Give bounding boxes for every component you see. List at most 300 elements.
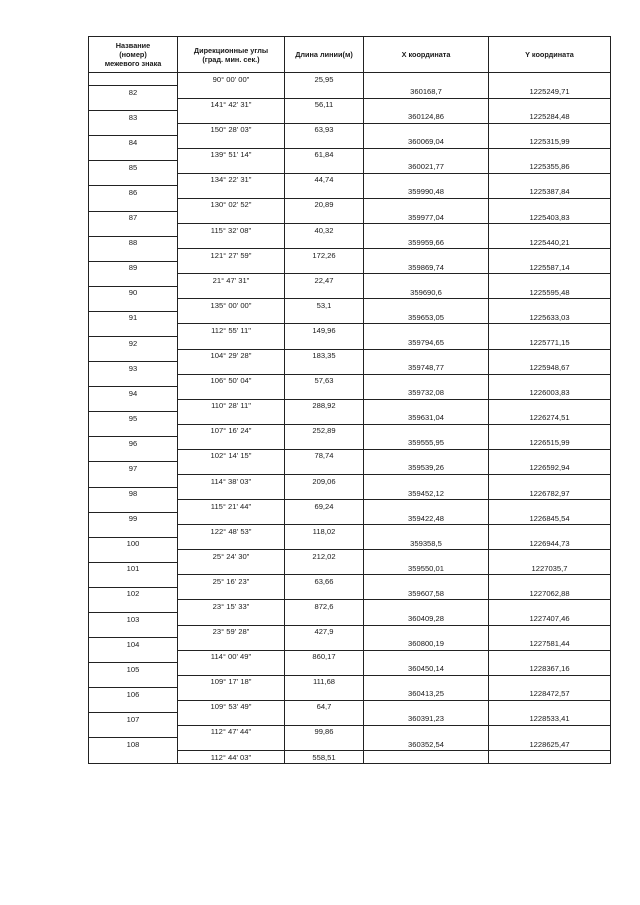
- direction-angle-cell: [178, 487, 285, 500]
- line-length-cell: [285, 437, 364, 450]
- y-coordinate-cell: [489, 625, 611, 638]
- x-coordinate-cell: 360413,25: [364, 688, 489, 701]
- line-length-cell: [285, 512, 364, 525]
- line-length-cell: [285, 387, 364, 400]
- marker-name-cell: 82: [89, 86, 178, 99]
- line-length-cell: 149,96: [285, 324, 364, 337]
- y-coordinate-cell: [489, 475, 611, 488]
- x-coordinate-cell: [364, 123, 489, 136]
- x-coordinate-cell: [364, 399, 489, 412]
- table-row: [89, 700, 611, 713]
- direction-angle-cell: 139° 51' 14": [178, 148, 285, 161]
- direction-angle-cell: [178, 86, 285, 99]
- marker-name-cell: 96: [89, 437, 178, 450]
- direction-angle-cell: [178, 387, 285, 400]
- y-coordinate-cell: 1227407,46: [489, 613, 611, 626]
- line-length-cell: 872,6: [285, 600, 364, 613]
- table-row: [89, 562, 611, 575]
- x-coordinate-cell: 360069,04: [364, 136, 489, 149]
- marker-name-cell: [89, 173, 178, 186]
- table-row: [89, 236, 611, 249]
- direction-angle-cell: [178, 537, 285, 550]
- table-body: [89, 73, 611, 764]
- y-coordinate-cell: [489, 700, 611, 713]
- marker-name-cell: [89, 525, 178, 538]
- y-coordinate-cell: 1225587,14: [489, 261, 611, 274]
- y-coordinate-cell: [489, 575, 611, 588]
- x-coordinate-cell: 360021,77: [364, 161, 489, 174]
- direction-angle-cell: [178, 713, 285, 726]
- marker-name-cell: [89, 198, 178, 211]
- marker-name-cell: 107: [89, 713, 178, 726]
- y-coordinate-cell: [489, 324, 611, 337]
- x-coordinate-cell: [364, 751, 489, 764]
- line-length-cell: [285, 587, 364, 600]
- direction-angle-cell: [178, 688, 285, 701]
- x-coordinate-cell: 359607,58: [364, 587, 489, 600]
- direction-angle-cell: 112° 47' 44": [178, 725, 285, 738]
- x-coordinate-cell: 359732,08: [364, 387, 489, 400]
- direction-angle-cell: 23° 59' 28": [178, 625, 285, 638]
- marker-name-cell: 92: [89, 336, 178, 349]
- table-row: [89, 123, 611, 136]
- x-coordinate-cell: [364, 500, 489, 513]
- x-coordinate-cell: [364, 98, 489, 111]
- direction-angle-cell: 122° 48' 53": [178, 525, 285, 538]
- header-y-coordinate: Y координата: [489, 37, 611, 73]
- table-row: [89, 625, 611, 638]
- table-row: [89, 249, 611, 262]
- y-coordinate-cell: [489, 675, 611, 688]
- x-coordinate-cell: [364, 198, 489, 211]
- marker-name-cell: [89, 625, 178, 638]
- x-coordinate-cell: [364, 148, 489, 161]
- y-coordinate-cell: [489, 249, 611, 262]
- x-coordinate-cell: [364, 600, 489, 613]
- direction-angle-cell: 110° 28' 11": [178, 399, 285, 412]
- direction-angle-cell: [178, 462, 285, 475]
- table-row: [89, 86, 611, 99]
- line-length-cell: 78,74: [285, 449, 364, 462]
- direction-angle-cell: 106° 50' 04": [178, 374, 285, 387]
- y-coordinate-cell: [489, 725, 611, 738]
- marker-name-cell: [89, 550, 178, 563]
- y-coordinate-cell: 1228533,41: [489, 713, 611, 726]
- table-row: [89, 261, 611, 274]
- direction-angle-cell: [178, 261, 285, 274]
- marker-name-cell: 84: [89, 136, 178, 149]
- marker-name-cell: [89, 650, 178, 663]
- x-coordinate-cell: 359794,65: [364, 336, 489, 349]
- y-coordinate-cell: 1225284,48: [489, 111, 611, 124]
- marker-name-cell: [89, 73, 178, 86]
- table-row: [89, 73, 611, 86]
- table-row: [89, 362, 611, 375]
- x-coordinate-cell: [364, 675, 489, 688]
- table-row: [89, 462, 611, 475]
- marker-name-cell: 94: [89, 387, 178, 400]
- table-row: [89, 575, 611, 588]
- y-coordinate-cell: 1227062,88: [489, 587, 611, 600]
- direction-angle-cell: 114° 00' 49": [178, 650, 285, 663]
- line-length-cell: [285, 412, 364, 425]
- table-row: [89, 550, 611, 563]
- direction-angle-cell: 135° 00' 00": [178, 299, 285, 312]
- x-coordinate-cell: 359690,6: [364, 286, 489, 299]
- table-row: [89, 299, 611, 312]
- line-length-cell: 56,11: [285, 98, 364, 111]
- line-length-cell: [285, 638, 364, 651]
- table-header-row: [89, 37, 611, 73]
- direction-angle-cell: [178, 663, 285, 676]
- line-length-cell: [285, 713, 364, 726]
- marker-name-cell: [89, 700, 178, 713]
- direction-angle-cell: [178, 412, 285, 425]
- y-coordinate-cell: 1228472,57: [489, 688, 611, 701]
- y-coordinate-cell: 1225595,48: [489, 286, 611, 299]
- x-coordinate-cell: 359452,12: [364, 487, 489, 500]
- table-row: [89, 475, 611, 488]
- line-length-cell: 63,93: [285, 123, 364, 136]
- marker-name-cell: [89, 751, 178, 764]
- line-length-cell: 57,63: [285, 374, 364, 387]
- table-row: [89, 274, 611, 287]
- line-length-cell: 209,06: [285, 475, 364, 488]
- line-length-cell: [285, 663, 364, 676]
- marker-name-cell: [89, 399, 178, 412]
- line-length-cell: 69,24: [285, 500, 364, 513]
- x-coordinate-cell: 360168,7: [364, 86, 489, 99]
- line-length-cell: [285, 286, 364, 299]
- marker-name-cell: [89, 600, 178, 613]
- line-length-cell: 252,89: [285, 424, 364, 437]
- y-coordinate-cell: [489, 73, 611, 86]
- y-coordinate-cell: [489, 173, 611, 186]
- x-coordinate-cell: [364, 73, 489, 86]
- y-coordinate-cell: [489, 224, 611, 237]
- marker-name-cell: 86: [89, 186, 178, 199]
- x-coordinate-cell: 359422,48: [364, 512, 489, 525]
- line-length-cell: [285, 211, 364, 224]
- header-direction-angle: Дирекционные углы (град. мин. сек.): [178, 37, 285, 73]
- table-row: [89, 98, 611, 111]
- y-coordinate-cell: [489, 123, 611, 136]
- x-coordinate-cell: [364, 224, 489, 237]
- y-coordinate-cell: [489, 751, 611, 764]
- direction-angle-cell: 150° 28' 03": [178, 123, 285, 136]
- table-row: [89, 587, 611, 600]
- line-length-cell: 25,95: [285, 73, 364, 86]
- x-coordinate-cell: [364, 725, 489, 738]
- marker-name-cell: 104: [89, 638, 178, 651]
- table-row: [89, 738, 611, 751]
- direction-angle-cell: 121° 27' 59": [178, 249, 285, 262]
- y-coordinate-cell: [489, 299, 611, 312]
- marker-name-cell: [89, 575, 178, 588]
- direction-angle-cell: [178, 186, 285, 199]
- x-coordinate-cell: 360800,19: [364, 638, 489, 651]
- y-coordinate-cell: 1226845,54: [489, 512, 611, 525]
- line-length-cell: 558,51: [285, 751, 364, 764]
- table-row: [89, 525, 611, 538]
- y-coordinate-cell: 1227581,44: [489, 638, 611, 651]
- marker-name-cell: 89: [89, 261, 178, 274]
- table-row: [89, 663, 611, 676]
- direction-angle-cell: 25° 24' 30": [178, 550, 285, 563]
- y-coordinate-cell: 1226592,94: [489, 462, 611, 475]
- marker-name-cell: [89, 675, 178, 688]
- direction-angle-cell: [178, 161, 285, 174]
- table-row: [89, 198, 611, 211]
- table-row: [89, 399, 611, 412]
- marker-name-cell: 95: [89, 412, 178, 425]
- x-coordinate-cell: 359539,26: [364, 462, 489, 475]
- table-row: [89, 136, 611, 149]
- table-row: [89, 675, 611, 688]
- marker-name-cell: [89, 449, 178, 462]
- y-coordinate-cell: [489, 600, 611, 613]
- x-coordinate-cell: [364, 249, 489, 262]
- header-x-coordinate: X координата: [364, 37, 489, 73]
- line-length-cell: [285, 487, 364, 500]
- line-length-cell: [285, 336, 364, 349]
- table-row: [89, 751, 611, 764]
- y-coordinate-cell: 1226782,97: [489, 487, 611, 500]
- marker-name-cell: 93: [89, 362, 178, 375]
- y-coordinate-cell: [489, 349, 611, 362]
- x-coordinate-cell: [364, 449, 489, 462]
- line-length-cell: 44,74: [285, 173, 364, 186]
- marker-name-cell: [89, 725, 178, 738]
- y-coordinate-cell: 1227035,7: [489, 562, 611, 575]
- x-coordinate-cell: 359990,48: [364, 186, 489, 199]
- line-length-cell: 20,89: [285, 198, 364, 211]
- direction-angle-cell: 112° 44' 03": [178, 751, 285, 764]
- line-length-cell: [285, 136, 364, 149]
- direction-angle-cell: [178, 236, 285, 249]
- table-row: [89, 537, 611, 550]
- marker-name-cell: [89, 349, 178, 362]
- y-coordinate-cell: [489, 650, 611, 663]
- table-row: [89, 512, 611, 525]
- header-marker-name: Название (номер) межевого знака: [89, 37, 178, 73]
- y-coordinate-cell: [489, 500, 611, 513]
- line-length-cell: 172,26: [285, 249, 364, 262]
- table-row: [89, 424, 611, 437]
- line-length-cell: [285, 738, 364, 751]
- line-length-cell: [285, 688, 364, 701]
- marker-name-cell: 100: [89, 537, 178, 550]
- x-coordinate-cell: 359550,01: [364, 562, 489, 575]
- table-row: [89, 412, 611, 425]
- table-row: [89, 311, 611, 324]
- line-length-cell: 212,02: [285, 550, 364, 563]
- marker-name-cell: 87: [89, 211, 178, 224]
- direction-angle-cell: 104° 29' 28": [178, 349, 285, 362]
- y-coordinate-cell: 1226944,73: [489, 537, 611, 550]
- direction-angle-cell: 141° 42' 31": [178, 98, 285, 111]
- table-row: [89, 374, 611, 387]
- line-length-cell: 22,47: [285, 274, 364, 287]
- direction-angle-cell: [178, 738, 285, 751]
- table-row: [89, 650, 611, 663]
- direction-angle-cell: 114° 38' 03": [178, 475, 285, 488]
- y-coordinate-cell: [489, 374, 611, 387]
- marker-name-cell: 99: [89, 512, 178, 525]
- x-coordinate-cell: [364, 173, 489, 186]
- table-row: [89, 437, 611, 450]
- table-row: [89, 449, 611, 462]
- direction-angle-cell: [178, 638, 285, 651]
- line-length-cell: [285, 86, 364, 99]
- direction-angle-cell: 25° 16' 23": [178, 575, 285, 588]
- y-coordinate-cell: [489, 198, 611, 211]
- y-coordinate-cell: [489, 525, 611, 538]
- y-coordinate-cell: 1226003,83: [489, 387, 611, 400]
- x-coordinate-cell: 359358,5: [364, 537, 489, 550]
- line-length-cell: 118,02: [285, 525, 364, 538]
- line-length-cell: [285, 311, 364, 324]
- y-coordinate-cell: 1225315,99: [489, 136, 611, 149]
- line-length-cell: [285, 261, 364, 274]
- y-coordinate-cell: [489, 148, 611, 161]
- table-row: [89, 186, 611, 199]
- y-coordinate-cell: 1225771,15: [489, 336, 611, 349]
- marker-name-cell: 90: [89, 286, 178, 299]
- marker-name-cell: 97: [89, 462, 178, 475]
- table-row: [89, 487, 611, 500]
- x-coordinate-cell: [364, 700, 489, 713]
- marker-name-cell: [89, 148, 178, 161]
- y-coordinate-cell: [489, 449, 611, 462]
- marker-name-cell: [89, 374, 178, 387]
- table-row: [89, 224, 611, 237]
- table-row: [89, 688, 611, 701]
- table-row: [89, 148, 611, 161]
- line-length-cell: 99,86: [285, 725, 364, 738]
- table-row: [89, 324, 611, 337]
- marker-name-cell: [89, 500, 178, 513]
- y-coordinate-cell: [489, 274, 611, 287]
- marker-name-cell: 108: [89, 738, 178, 751]
- line-length-cell: [285, 236, 364, 249]
- line-length-cell: [285, 462, 364, 475]
- y-coordinate-cell: 1225403,83: [489, 211, 611, 224]
- y-coordinate-cell: 1225249,71: [489, 86, 611, 99]
- table-row: [89, 161, 611, 174]
- direction-angle-cell: 107° 16' 24": [178, 424, 285, 437]
- x-coordinate-cell: [364, 299, 489, 312]
- table-row: [89, 500, 611, 513]
- y-coordinate-cell: 1225948,67: [489, 362, 611, 375]
- table-row: [89, 638, 611, 651]
- direction-angle-cell: [178, 311, 285, 324]
- table-row: [89, 387, 611, 400]
- direction-angle-cell: [178, 587, 285, 600]
- line-length-cell: 860,17: [285, 650, 364, 663]
- x-coordinate-cell: [364, 525, 489, 538]
- x-coordinate-cell: 359869,74: [364, 261, 489, 274]
- table-row: [89, 349, 611, 362]
- line-length-cell: 288,92: [285, 399, 364, 412]
- direction-angle-cell: 102° 14' 15": [178, 449, 285, 462]
- line-length-cell: 64,7: [285, 700, 364, 713]
- line-length-cell: [285, 562, 364, 575]
- marker-name-cell: [89, 123, 178, 136]
- marker-name-cell: 88: [89, 236, 178, 249]
- line-length-cell: [285, 613, 364, 626]
- boundary-coordinates-table: [88, 36, 611, 764]
- x-coordinate-cell: 360391,23: [364, 713, 489, 726]
- x-coordinate-cell: [364, 625, 489, 638]
- direction-angle-cell: 130° 02' 52": [178, 198, 285, 211]
- line-length-cell: 63,66: [285, 575, 364, 588]
- x-coordinate-cell: [364, 475, 489, 488]
- line-length-cell: 111,68: [285, 675, 364, 688]
- table-row: [89, 613, 611, 626]
- line-length-cell: 427,9: [285, 625, 364, 638]
- marker-name-cell: [89, 475, 178, 488]
- line-length-cell: [285, 362, 364, 375]
- direction-angle-cell: 134° 22' 31": [178, 173, 285, 186]
- table-row: [89, 725, 611, 738]
- marker-name-cell: 83: [89, 111, 178, 124]
- direction-angle-cell: [178, 136, 285, 149]
- line-length-cell: 183,35: [285, 349, 364, 362]
- direction-angle-cell: 112° 55' 11": [178, 324, 285, 337]
- marker-name-cell: [89, 249, 178, 262]
- y-coordinate-cell: 1225387,84: [489, 186, 611, 199]
- table-row: [89, 211, 611, 224]
- x-coordinate-cell: 359977,04: [364, 211, 489, 224]
- y-coordinate-cell: 1225355,86: [489, 161, 611, 174]
- table-row: [89, 600, 611, 613]
- x-coordinate-cell: 359748,77: [364, 362, 489, 375]
- direction-angle-cell: 115° 21' 44": [178, 500, 285, 513]
- header-line-length: Длина линии(м): [285, 37, 364, 73]
- direction-angle-cell: [178, 211, 285, 224]
- table-row: [89, 286, 611, 299]
- x-coordinate-cell: [364, 575, 489, 588]
- marker-name-cell: 106: [89, 688, 178, 701]
- line-length-cell: [285, 161, 364, 174]
- direction-angle-cell: [178, 562, 285, 575]
- x-coordinate-cell: 359959,66: [364, 236, 489, 249]
- marker-name-cell: 105: [89, 663, 178, 676]
- direction-angle-cell: 109° 17' 18": [178, 675, 285, 688]
- marker-name-cell: [89, 98, 178, 111]
- direction-angle-cell: 21° 47' 31": [178, 274, 285, 287]
- direction-angle-cell: [178, 512, 285, 525]
- x-coordinate-cell: 360409,28: [364, 613, 489, 626]
- y-coordinate-cell: 1225440,21: [489, 236, 611, 249]
- direction-angle-cell: [178, 336, 285, 349]
- marker-name-cell: [89, 299, 178, 312]
- x-coordinate-cell: [364, 349, 489, 362]
- table-row: [89, 111, 611, 124]
- y-coordinate-cell: [489, 424, 611, 437]
- line-length-cell: [285, 186, 364, 199]
- x-coordinate-cell: 360450,14: [364, 663, 489, 676]
- marker-name-cell: 101: [89, 562, 178, 575]
- x-coordinate-cell: 359653,05: [364, 311, 489, 324]
- marker-name-cell: 98: [89, 487, 178, 500]
- y-coordinate-cell: [489, 399, 611, 412]
- x-coordinate-cell: [364, 324, 489, 337]
- x-coordinate-cell: 359631,04: [364, 412, 489, 425]
- line-length-cell: 40,32: [285, 224, 364, 237]
- table-row: [89, 173, 611, 186]
